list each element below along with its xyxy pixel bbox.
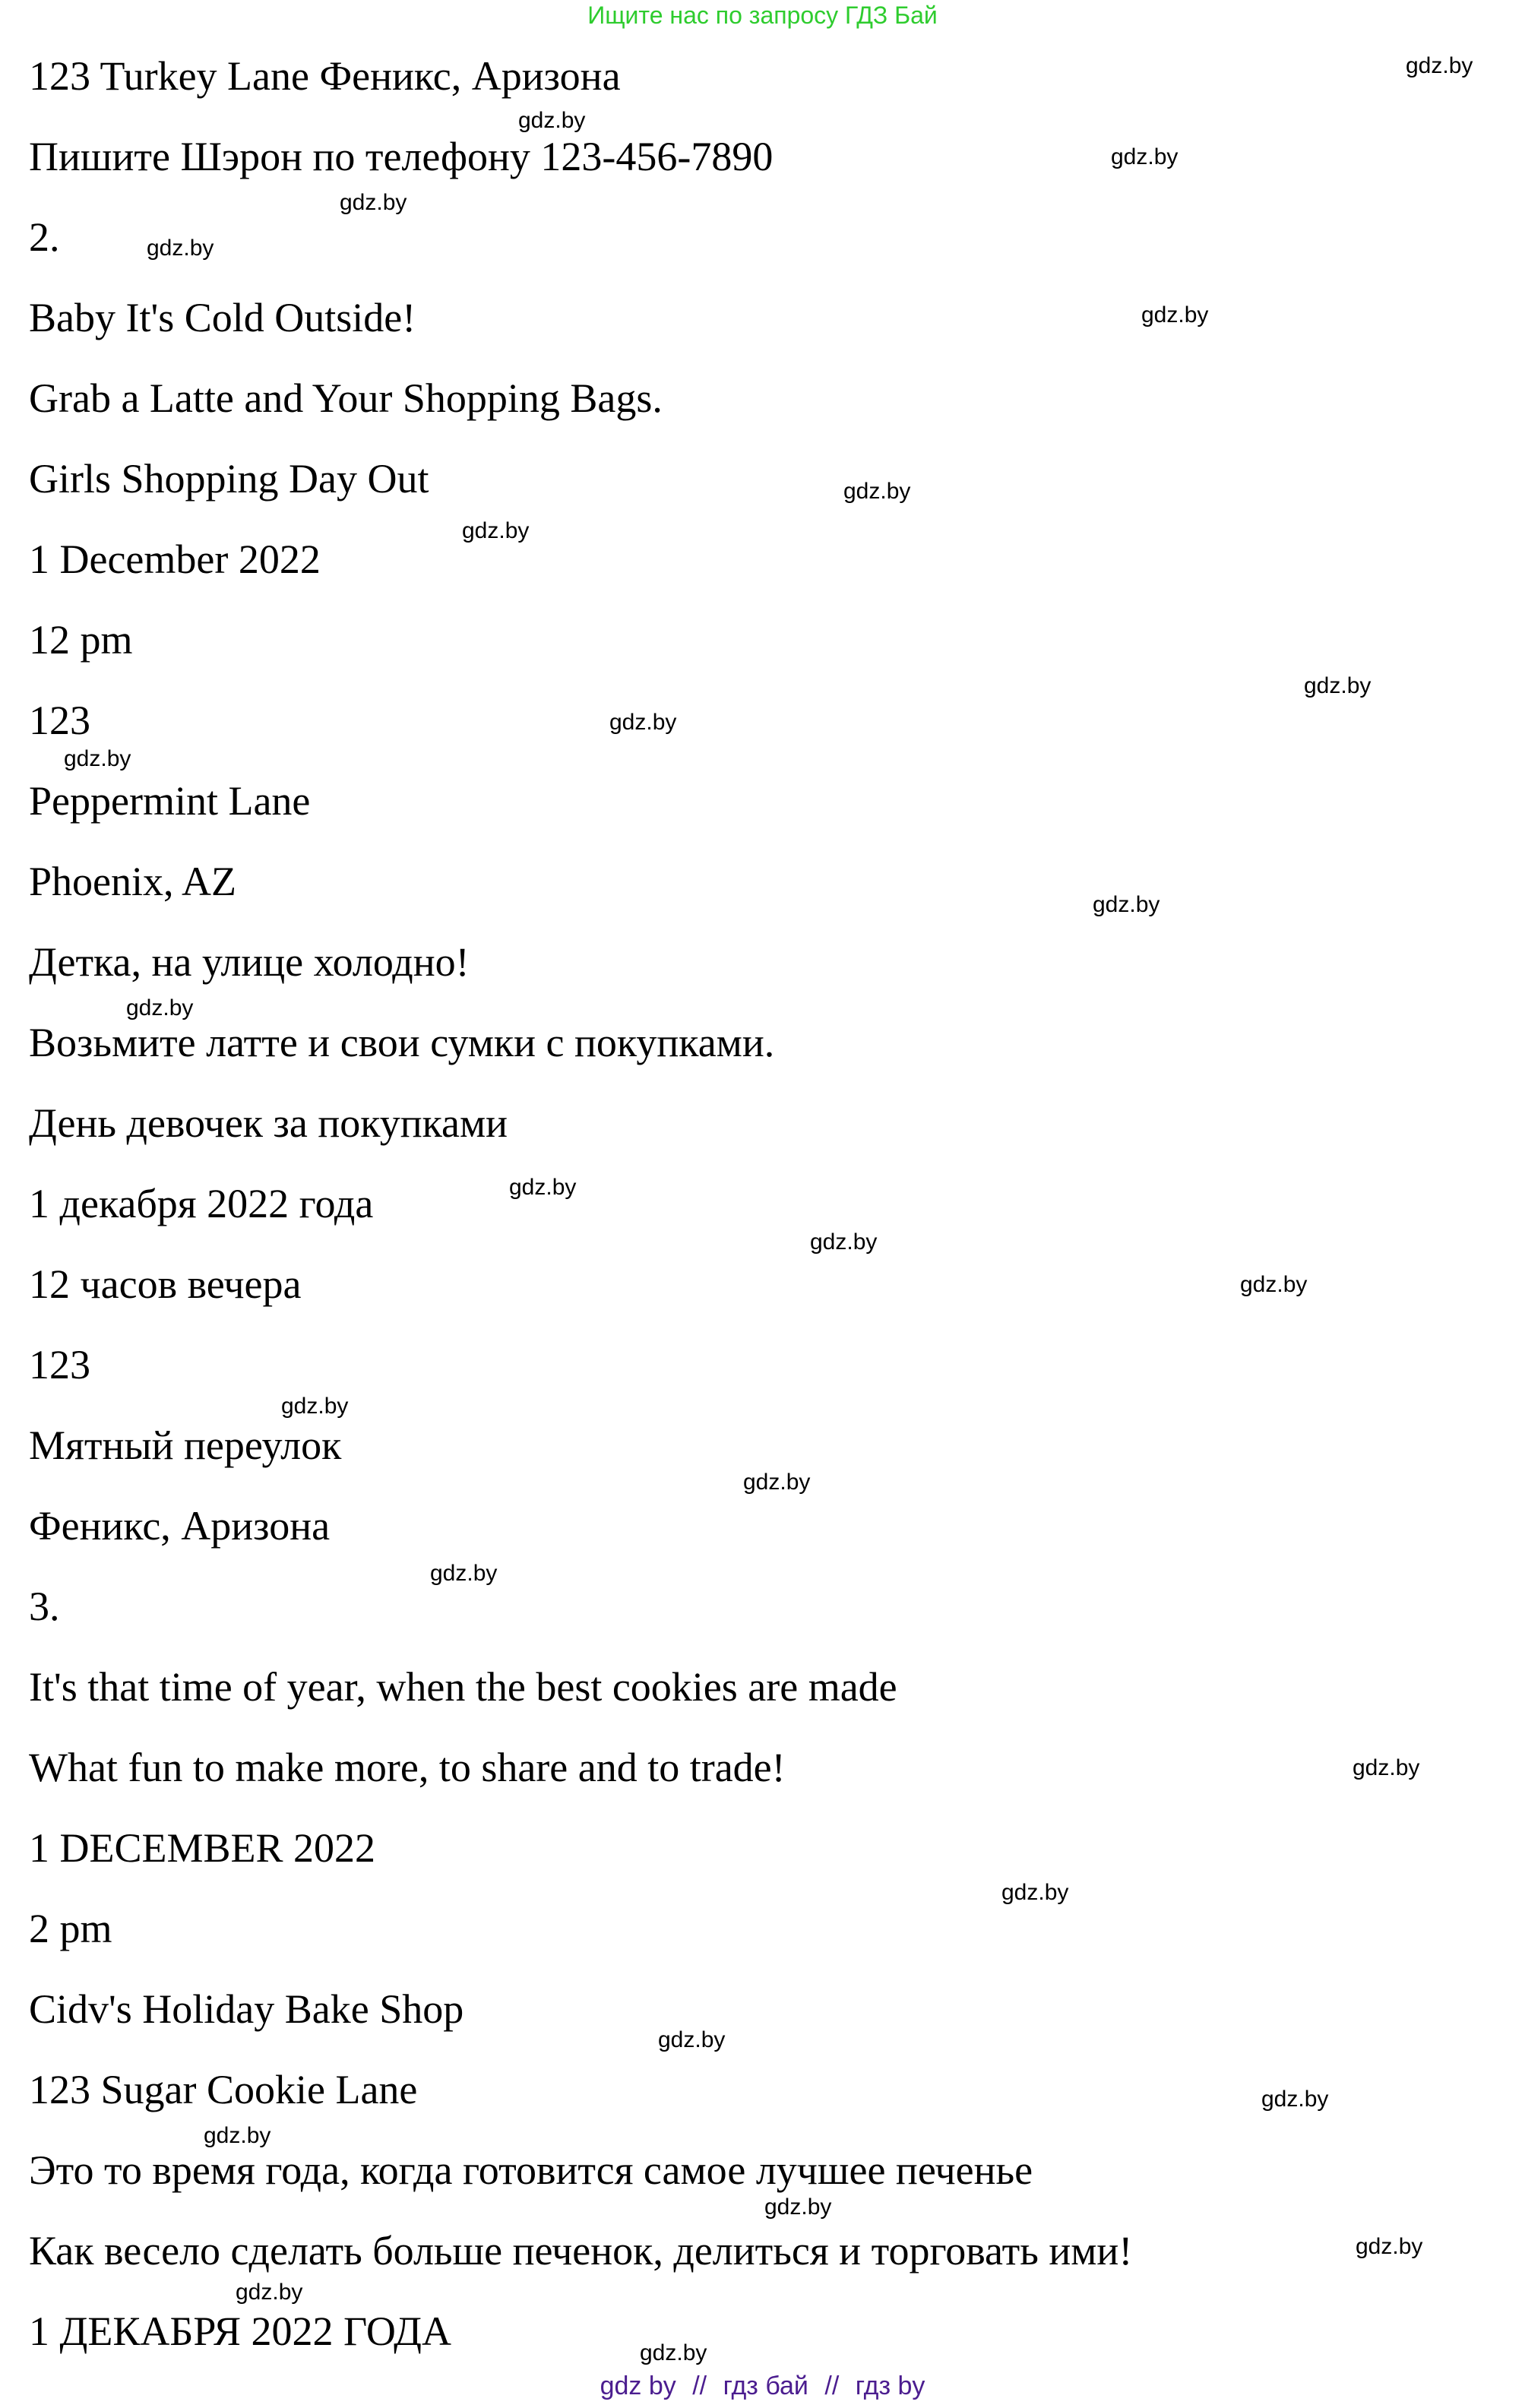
text-line: Детка, на улице холодно! bbox=[29, 939, 470, 985]
watermark: gdz.by bbox=[126, 995, 194, 1020]
text-line: Возьмите латте и свои сумки с покупками. bbox=[29, 1020, 775, 1065]
watermark: gdz.by bbox=[340, 190, 407, 215]
text-line: Как весело сделать больше печенок, делиться и торговать ими! bbox=[29, 2228, 1133, 2274]
footer-links bbox=[0, 2369, 1525, 2403]
watermark: gdz.by bbox=[147, 236, 214, 261]
watermark: gdz.by bbox=[204, 2123, 271, 2148]
text-line: 1 декабря 2022 года bbox=[29, 1181, 374, 1226]
footer-link-gdz-by[interactable]: gdz by bbox=[600, 2372, 676, 2400]
watermark: gdz.by bbox=[1001, 1880, 1069, 1905]
text-line: Baby It's Cold Outside! bbox=[29, 295, 416, 340]
watermark: gdz.by bbox=[1406, 53, 1473, 78]
text-line: Phoenix, AZ bbox=[29, 859, 237, 904]
watermark: gdz.by bbox=[1353, 1755, 1420, 1780]
text-line: 2 pm bbox=[29, 1906, 112, 1951]
text-line: Grab a Latte and Your Shopping Bags. bbox=[29, 375, 663, 421]
watermark: gdz.by bbox=[1141, 302, 1209, 328]
section-number: 2. bbox=[29, 214, 60, 260]
text-line: Пишите Шэрон по телефону 123-456-7890 bbox=[29, 134, 774, 179]
text-line: 1 ДЕКАБРЯ 2022 ГОДА bbox=[29, 2308, 452, 2354]
text-line: It's that time of year, when the best cookies are made bbox=[29, 1664, 897, 1710]
text-line: Peppermint Lane bbox=[29, 778, 311, 824]
watermark: gdz.by bbox=[658, 2027, 726, 2052]
footer-separator: // bbox=[692, 2372, 707, 2400]
text-line: 1 DECEMBER 2022 bbox=[29, 1825, 376, 1871]
watermark: gdz.by bbox=[609, 710, 677, 735]
watermark: gdz.by bbox=[810, 1229, 878, 1255]
text-line: 12 часов вечера bbox=[29, 1261, 302, 1307]
footer-separator: // bbox=[824, 2372, 840, 2400]
watermark: gdz.by bbox=[509, 1175, 577, 1200]
watermark: gdz.by bbox=[281, 1394, 349, 1419]
watermark: gdz.by bbox=[236, 2280, 303, 2305]
text-line: What fun to make more, to share and to trade! bbox=[29, 1745, 786, 1790]
site-banner: Ищите нас по запросу ГДЗ Бай bbox=[587, 2, 938, 29]
watermark: gdz.by bbox=[1304, 673, 1372, 698]
text-line: Это то время года, когда готовится самое лучшее печенье bbox=[29, 2147, 1033, 2193]
watermark: gdz.by bbox=[1093, 892, 1160, 917]
text-line: Cidv's Holiday Bake Shop bbox=[29, 1986, 464, 2032]
text-line: 1 December 2022 bbox=[29, 536, 321, 582]
text-line: Феникс, Аризона bbox=[29, 1503, 331, 1549]
watermark: gdz.by bbox=[462, 518, 530, 543]
watermark: gdz.by bbox=[764, 2194, 832, 2220]
watermark: gdz.by bbox=[1240, 1272, 1308, 1297]
footer-link-gdz-bai[interactable]: гдз бай bbox=[723, 2372, 808, 2400]
watermark: gdz.by bbox=[640, 2340, 707, 2365]
text-line: Мятный переулок bbox=[29, 1422, 342, 1468]
watermark: gdz.by bbox=[518, 108, 586, 133]
watermark: gdz.by bbox=[843, 479, 911, 504]
text-line: 123 Turkey Lane Феникс, Аризона bbox=[29, 53, 621, 99]
watermark: gdz.by bbox=[430, 1561, 498, 1586]
text-line: 123 bbox=[29, 698, 90, 743]
watermark: gdz.by bbox=[1111, 144, 1179, 169]
watermark: gdz.by bbox=[64, 746, 131, 771]
watermark: gdz.by bbox=[743, 1470, 811, 1495]
text-line: Girls Shopping Day Out bbox=[29, 456, 429, 502]
watermark: gdz.by bbox=[1356, 2234, 1423, 2259]
watermark: gdz.by bbox=[1261, 2087, 1329, 2112]
footer-link-gdz-by-ru[interactable]: гдз by bbox=[855, 2372, 925, 2400]
text-line: 123 bbox=[29, 1342, 90, 1388]
text-line: 123 Sugar Cookie Lane bbox=[29, 2067, 418, 2112]
text-line: День девочек за покупками bbox=[29, 1100, 508, 1146]
text-line: 12 pm bbox=[29, 617, 133, 663]
section-number: 3. bbox=[29, 1584, 60, 1629]
